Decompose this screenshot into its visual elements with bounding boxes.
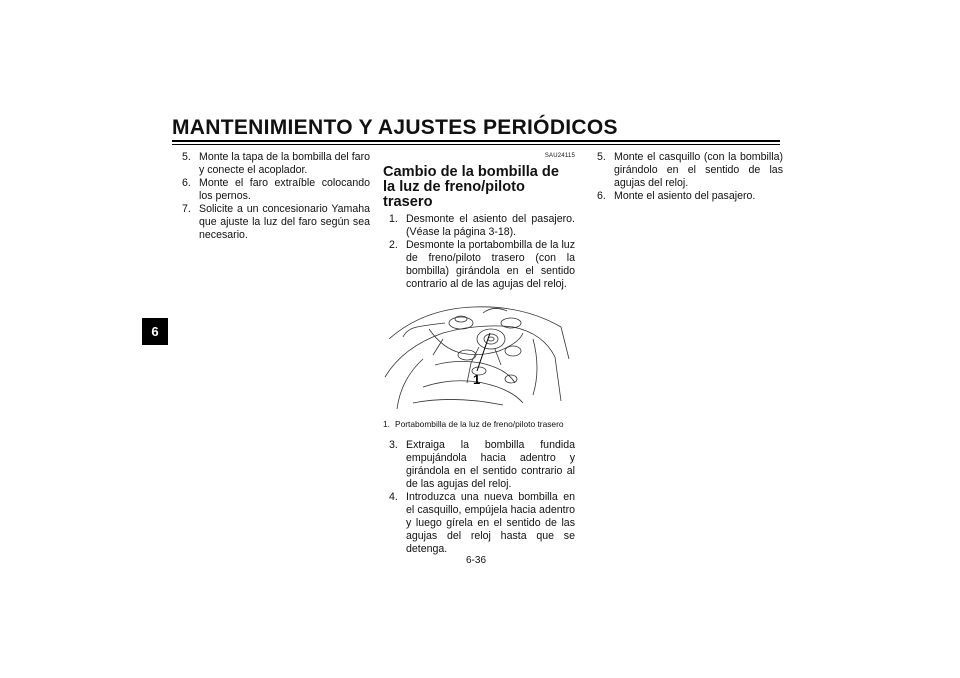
column-middle <box>383 150 575 556</box>
title-rule-thin <box>172 144 780 145</box>
steps-list <box>182 151 370 242</box>
section-heading: Cambio de la bombilla de la luz de freno/piloto trasero <box>383 164 559 210</box>
step-item: 1. Desmonte el asiento del pasajero. (Véase la página 3-18). <box>389 213 575 238</box>
steps-list <box>597 151 783 203</box>
step-item: 2. Desmonte la portabombilla de la luz de freno/piloto trasero (con la bombilla) girándola en el sentido contrario al de las agujas del reloj. <box>389 239 575 290</box>
steps-list <box>389 213 575 291</box>
steps-list <box>389 439 575 556</box>
taillight-diagram <box>383 299 575 417</box>
step-item: 4. Introduzca una nueva bombilla en el casquillo, empújela hacia adentro y luego gírela en el sentido de las agujas del reloj hasta que se detenga. <box>389 491 575 555</box>
step-item: 6. Monte el faro extraíble colocando los pernos. <box>182 177 370 202</box>
page-number: 6-36 <box>466 555 487 566</box>
section-code: SAU24115 <box>544 153 575 159</box>
figure-callout: 1 <box>473 372 481 387</box>
taillight-illustration <box>383 299 575 417</box>
chapter-tab: 6 <box>142 318 168 345</box>
page-title: MANTENIMIENTO Y AJUSTES PERIÓDICOS <box>172 116 618 139</box>
step-item: 7. Solicite a un concesionario Yamaha que ajuste la luz del faro según sea necesario. <box>182 203 370 241</box>
column-left <box>182 151 370 242</box>
step-item: 3. Extraiga la bombilla fundida empujándola hacia adentro y girándola en el sentido contrario al de las agujas del reloj. <box>389 439 575 490</box>
title-rule-thick <box>172 140 780 142</box>
step-item: 5. Monte la tapa de la bombilla del faro y conecte el acoplador. <box>182 151 370 176</box>
step-item: 6. Monte el asiento del pasajero. <box>597 190 756 202</box>
column-right <box>597 151 783 203</box>
leader-line <box>477 333 490 371</box>
figure-caption: 1. Portabombilla de la luz de freno/piloto trasero <box>383 419 564 429</box>
step-item: 5. Monte el casquillo (con la bombilla) girándolo en el sentido de las agujas del reloj. <box>597 151 783 189</box>
